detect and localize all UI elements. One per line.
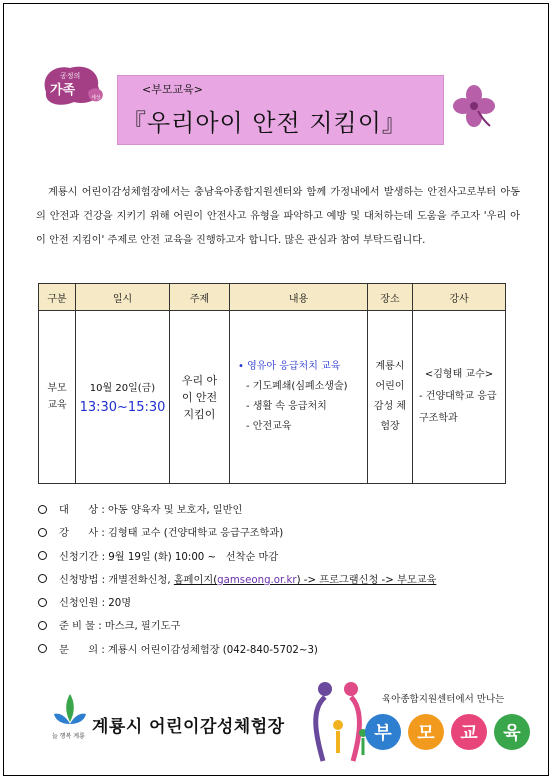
circle-bullet-icon [38,621,47,630]
content-item: - 기도폐쇄(심폐소생술) [246,381,348,392]
circle-bullet-icon [38,644,47,653]
content-item: - 안전교육 [246,421,292,432]
col-header-topic: 주제 [170,284,230,311]
logo-main-text: 가족 [50,83,76,98]
badge-mo: 모 [408,714,444,750]
circle-bullet-icon [38,598,47,607]
circle-bullet-icon [38,574,47,583]
info-value: : 김형태 교수 (건양대학교 응급구조학과) [101,528,284,540]
info-list [38,499,436,662]
info-label: 대 상 [59,505,99,516]
page-title: 『우리아이 안전 지킴이』 [122,109,407,137]
homepage-link[interactable] [174,575,437,586]
info-label: 신청방법 [59,574,99,586]
table-header-row [39,284,506,311]
list-item [38,522,436,545]
info-value: : 9월 19일 (화) 10:00 ~ 선착순 마감 [101,551,279,563]
org-name: 계룡시 어린이감성체험장 [92,717,285,737]
col-header-content: 내용 [230,284,368,311]
col-header-datetime: 일시 [76,284,170,311]
cell-datetime [76,311,170,484]
col-header-category: 구분 [39,284,76,311]
list-item [38,592,436,615]
link-suffix: ) -> 프로그램신청 -> 부모교육 [296,574,437,586]
list-item [38,569,436,592]
logo-small-text: 공정의 [60,72,81,80]
list-item [38,639,436,662]
event-time: 13:30~15:30 [79,400,166,415]
badge-bu: 부 [365,714,401,750]
center-caption: 육아종합지원센터에서 만나는 [382,694,505,705]
info-label: 신청기간 [59,551,99,563]
circle-bullet-icon [38,528,47,537]
info-label: 준 비 물 [59,621,95,633]
homepage-url: gamseong.or.kr [217,574,297,586]
info-value: : 계룡시 어린이감성체험장 (042-840-5702~3) [101,644,318,656]
content-item: - 생활 속 응급처치 [246,401,327,412]
instructor-detail: - 건양대학교 응급구조학과 [419,391,497,424]
badge-yuk: 육 [494,714,530,750]
table-row [39,311,506,484]
link-prefix: 홈페이지( [173,574,218,586]
col-header-instructor: 강사 [413,284,506,311]
title-tag: <부모교육> [142,83,203,96]
instructor-name: <김형태 교수> [424,369,494,380]
info-label: 강 사 [59,528,99,540]
list-item [38,499,436,522]
gyeryong-logo [50,690,90,740]
badge-gyo: 교 [451,714,487,750]
schedule-table [38,283,506,484]
info-value: : 20명 [101,598,132,610]
circle-bullet-icon [38,551,47,560]
info-label: 신청인원 [59,598,99,610]
info-label: 문 의 [59,644,99,656]
info-value: : 마스크, 필기도구 [98,621,181,633]
list-item [38,615,436,638]
logo-tail-text: 세상 [91,95,101,101]
col-header-place: 장소 [368,284,413,311]
family-world-logo [40,62,108,106]
cell-instructor [413,311,506,484]
parent-education-badges [365,714,530,750]
clover-icon [452,84,496,128]
list-item [38,546,436,569]
cell-topic: 우리 아이 안전 지킴이 [170,311,230,484]
intro-paragraph: 계룡시 어린이감성체험장에서는 충남육아종합지원센터와 함께 가정내에서 발생하는 안전사고로부터 아동의 안전과 건강을 지키기 위해 어린이 안전사고 유형을 파악하고 예방 및 대처하는데 도움을 주고자 '우리 아이 안전 지킴이' 주제로 안전 교육을 진행하고자 합니다. 많은 관심과 참여 부탁드립니다. [36,187,520,247]
circle-bullet-icon [38,505,47,514]
cell-category: 부모교육 [39,311,76,484]
content-title: • 영유아 응급처치 교육 [238,361,341,372]
org-slogan: 늘 행복 계룡 [52,733,85,740]
event-date: 10월 20일(금) [89,383,156,394]
cell-place: 계룡시 어린이 감성 체험장 [368,311,413,484]
info-value: : 개별전화신청, [101,574,174,586]
cell-content [230,311,368,484]
info-value: : 아동 양육자 및 보호자, 일반인 [101,505,243,516]
